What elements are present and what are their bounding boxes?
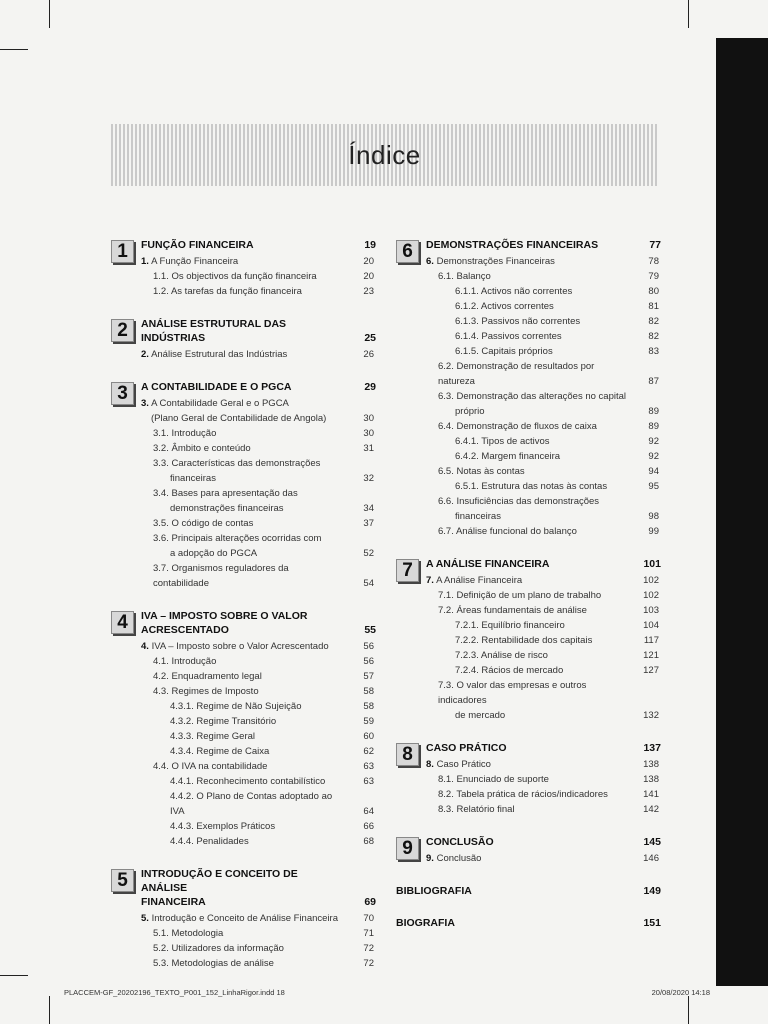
toc-entry <box>141 396 376 426</box>
entry-text: 5.3. Metodologias de análise <box>153 958 274 969</box>
entry-page: 56 <box>363 656 374 667</box>
entry-page: 30 <box>363 428 374 439</box>
toc-entry <box>438 603 661 618</box>
entry-page: 83 <box>648 346 659 357</box>
entry-page: 32 <box>363 473 374 484</box>
entry-text: 4.3. Regimes de Imposto <box>153 686 259 697</box>
entry-text: 3.5. O código de contas <box>153 518 254 529</box>
toc-entry <box>438 772 661 787</box>
entry-page: 82 <box>648 331 659 342</box>
entry-number: 9. <box>426 853 434 864</box>
extra-title: BIBLIOGRAFIA <box>396 885 472 897</box>
toc-entry <box>438 678 661 723</box>
entry-text: 6.1.3. Passivos não correntes <box>455 316 581 327</box>
toc-entry <box>455 434 661 449</box>
entry-number: 6. <box>426 256 434 267</box>
entry-page: 58 <box>363 701 374 712</box>
entry-text: 4.4.1. Reconhecimento contabilístico <box>170 776 326 787</box>
toc-entry <box>170 699 376 714</box>
toc-entry <box>455 633 661 648</box>
entry-text: 1.2. As tarefas da função financeira <box>153 286 302 297</box>
toc-entry <box>153 284 376 299</box>
toc-chapter <box>111 380 376 591</box>
toc-entry <box>170 834 376 849</box>
entry-page: 34 <box>363 503 374 514</box>
entry-text: 6.3. Demonstração das alterações no capital <box>438 391 626 402</box>
toc-entry <box>170 714 376 729</box>
entry-text: 6.1. Balanço <box>438 271 491 282</box>
toc-entry <box>438 419 661 434</box>
entry-page: 30 <box>363 413 374 424</box>
entry-number: 2. <box>141 349 149 360</box>
toc-entry <box>455 479 661 494</box>
entry-page: 72 <box>363 958 374 969</box>
entry-page: 79 <box>648 271 659 282</box>
entry-page: 64 <box>363 806 374 817</box>
entry-text: A Contabilidade Geral e o PGCA <box>151 398 289 409</box>
entry-page: 127 <box>643 665 659 676</box>
toc-chapter <box>111 317 376 362</box>
chapter-title: FUNÇÃO FINANCEIRA <box>141 239 254 251</box>
crop-mark <box>0 49 28 50</box>
chapter-number-badge: 9 <box>396 837 419 860</box>
chapter-number-badge: 5 <box>111 869 134 892</box>
entry-page: 117 <box>643 635 659 646</box>
entry-page: 62 <box>363 746 374 757</box>
chapter-number-badge: 8 <box>396 743 419 766</box>
toc-entry <box>438 787 661 802</box>
entry-text: Demonstrações Financeiras <box>436 256 555 267</box>
toc-left-column <box>111 238 376 971</box>
entry-page: 68 <box>363 836 374 847</box>
chapter-page: 25 <box>364 332 376 344</box>
entry-text: 6.5. Notas às contas <box>438 466 525 477</box>
entry-text: Introdução e Conceito de Análise Financeira <box>151 913 339 924</box>
toc-extra-heading <box>396 884 661 898</box>
entry-number: 3. <box>141 398 149 409</box>
toc-entry <box>153 759 376 774</box>
entry-page: 70 <box>363 913 374 924</box>
entry-text: A Análise Financeira <box>436 575 523 586</box>
entry-page: 60 <box>363 731 374 742</box>
toc-extra-heading <box>396 916 661 930</box>
chapter-heading <box>426 741 661 755</box>
entry-page: 87 <box>648 376 659 387</box>
toc-entry <box>170 744 376 759</box>
toc-entry <box>153 426 376 441</box>
toc-entry <box>153 956 376 971</box>
chapter-title-line2: ACRESCENTADO <box>141 624 229 636</box>
toc-entry <box>153 486 376 516</box>
bleed-bar <box>716 38 768 986</box>
entry-page: 66 <box>363 821 374 832</box>
toc-right-column <box>396 238 661 930</box>
toc-entry <box>426 757 661 772</box>
entry-page: 94 <box>648 466 659 477</box>
entry-text: 6.4. Demonstração de fluxos de caixa <box>438 421 597 432</box>
crop-mark <box>49 0 50 28</box>
entry-text: 7.2.2. Rentabilidade dos capitais <box>455 635 593 646</box>
entry-page: 121 <box>643 650 659 661</box>
entry-text: 3.2. Âmbito e conteúdo <box>153 443 251 454</box>
chapter-number-badge: 1 <box>111 240 134 263</box>
toc-entry <box>438 359 661 389</box>
entry-page: 102 <box>643 575 659 586</box>
toc-entry <box>170 789 376 819</box>
toc-entry <box>153 684 376 699</box>
chapter-heading <box>426 238 661 252</box>
toc-entry <box>170 774 376 789</box>
entry-text: 7.2.3. Análise de risco <box>455 650 548 661</box>
entry-page: 78 <box>648 256 659 267</box>
chapter-page: 101 <box>643 558 661 570</box>
entry-text: 4.4.4. Penalidades <box>170 836 249 847</box>
entry-text: 8.2. Tabela prática de rácios/indicadores <box>438 789 608 800</box>
entry-text: 6.5.1. Estrutura das notas às contas <box>455 481 608 492</box>
entry-text: 4.3.4. Regime de Caixa <box>170 746 270 757</box>
entry-page: 57 <box>363 671 374 682</box>
entry-text: 6.1.2. Activos correntes <box>455 301 554 312</box>
chapter-heading <box>426 557 661 571</box>
entry-page: 80 <box>648 286 659 297</box>
entry-text-cont: (Plano Geral de Contabilidade de Angola) <box>151 413 327 424</box>
entry-text: 7.2.1. Equilíbrio financeiro <box>455 620 565 631</box>
entry-text: 6.7. Análise funcional do balanço <box>438 526 577 537</box>
entry-text: 7.2. Áreas fundamentais de análise <box>438 605 587 616</box>
chapter-title: A CONTABILIDADE E O PGCA <box>141 381 292 393</box>
toc-entry <box>426 573 661 588</box>
entry-text: 6.2. Demonstração de resultados por natureza <box>438 361 595 387</box>
toc-entry <box>153 456 376 486</box>
chapter-number-badge: 3 <box>111 382 134 405</box>
entry-text: 7.2.4. Rácios de mercado <box>455 665 564 676</box>
extra-page: 149 <box>643 885 661 897</box>
toc-entry <box>455 618 661 633</box>
toc-entry <box>438 588 661 603</box>
entry-page: 138 <box>643 774 659 785</box>
toc-entry <box>153 941 376 956</box>
entry-page: 63 <box>363 776 374 787</box>
chapter-title: ANÁLISE ESTRUTURAL DAS INDÚSTRIAS <box>141 318 287 344</box>
entry-page: 141 <box>643 789 659 800</box>
chapter-page: 55 <box>364 624 376 636</box>
chapter-title: CONCLUSÃO <box>426 836 494 848</box>
toc-chapter <box>396 835 661 866</box>
chapter-title: DEMONSTRAÇÕES FINANCEIRAS <box>426 239 599 251</box>
toc-chapter <box>111 609 376 849</box>
entry-text: 3.6. Principais alterações ocorridas com <box>153 533 322 544</box>
entry-page: 58 <box>363 686 374 697</box>
entry-text: Caso Prático <box>436 759 491 770</box>
chapter-page: 145 <box>643 836 661 848</box>
entry-page: 56 <box>363 641 374 652</box>
toc-chapter <box>396 557 661 723</box>
toc-entry <box>141 911 376 926</box>
entry-text-cont: financeiras <box>170 473 216 484</box>
entry-text: 4.4.3. Exemplos Práticos <box>170 821 276 832</box>
entry-text: IVA – Imposto sobre o Valor Acrescentado <box>151 641 329 652</box>
chapter-heading <box>426 835 661 849</box>
chapter-title: INTRODUÇÃO E CONCEITO DE ANÁLISE <box>141 868 298 894</box>
toc-chapter <box>111 867 376 971</box>
entry-number: 7. <box>426 575 434 586</box>
entry-page: 82 <box>648 316 659 327</box>
entry-page: 20 <box>363 256 374 267</box>
chapter-heading <box>141 317 376 345</box>
toc-entry <box>438 269 661 284</box>
chapter-number-badge: 6 <box>396 240 419 263</box>
toc-entry <box>153 926 376 941</box>
entry-text: 6.4.2. Margem financeira <box>455 451 561 462</box>
entry-number: 8. <box>426 759 434 770</box>
toc-entry <box>426 254 661 269</box>
toc-entry <box>438 802 661 817</box>
entry-text: 3.1. Introdução <box>153 428 217 439</box>
entry-text: Análise Estrutural das Indústrias <box>151 349 288 360</box>
chapter-heading <box>141 380 376 394</box>
entry-text: 6.4.1. Tipos de activos <box>455 436 550 447</box>
chapter-number-badge: 2 <box>111 319 134 342</box>
toc-chapter <box>396 741 661 817</box>
entry-text: 6.1.1. Activos não correntes <box>455 286 573 297</box>
entry-number: 4. <box>141 641 149 652</box>
entry-text: 4.3.2. Regime Transitório <box>170 716 277 727</box>
page-title: Índice <box>348 140 421 170</box>
toc-entry <box>153 531 376 561</box>
toc-entry <box>455 284 661 299</box>
toc-entry <box>455 329 661 344</box>
title-band <box>111 124 658 186</box>
toc-entry <box>438 389 661 419</box>
entry-page: 54 <box>363 578 374 589</box>
entry-text: 3.3. Características das demonstrações <box>153 458 321 469</box>
entry-text: 6.1.5. Capitais próprios <box>455 346 553 357</box>
entry-page: 72 <box>363 943 374 954</box>
entry-text: 4.1. Introdução <box>153 656 217 667</box>
entry-text-cont: a adopção do PGCA <box>170 548 258 559</box>
entry-text: 4.3.1. Regime de Não Sujeição <box>170 701 302 712</box>
entry-text: 8.3. Relatório final <box>438 804 515 815</box>
entry-text: 4.2. Enquadramento legal <box>153 671 262 682</box>
entry-page: 98 <box>648 511 659 522</box>
toc-entry <box>153 669 376 684</box>
toc-entry <box>438 494 661 524</box>
entry-page: 26 <box>363 349 374 360</box>
entry-page: 146 <box>643 853 659 864</box>
entry-text: 4.4. O IVA na contabilidade <box>153 761 268 772</box>
toc-entry <box>455 648 661 663</box>
entry-page: 37 <box>363 518 374 529</box>
toc-entry <box>455 449 661 464</box>
entry-text: 1.1. Os objectivos da função financeira <box>153 271 317 282</box>
entry-page: 71 <box>363 928 374 939</box>
entry-text: 6.6. Insuficiências das demonstrações <box>438 496 600 507</box>
crop-mark <box>49 996 50 1024</box>
toc-entry <box>153 561 376 591</box>
toc-entry <box>153 654 376 669</box>
chapter-page: 69 <box>364 896 376 908</box>
entry-text: Conclusão <box>436 853 482 864</box>
chapter-page: 77 <box>649 239 661 251</box>
entry-text: 5.1. Metodologia <box>153 928 224 939</box>
entry-page: 102 <box>643 590 659 601</box>
chapter-number-badge: 4 <box>111 611 134 634</box>
entry-page: 104 <box>643 620 659 631</box>
entry-text: 8.1. Enunciado de suporte <box>438 774 549 785</box>
crop-mark <box>0 975 28 976</box>
entry-number: 1. <box>141 256 149 267</box>
chapter-heading <box>141 867 376 909</box>
entry-page: 92 <box>648 436 659 447</box>
entry-page: 92 <box>648 451 659 462</box>
toc-entry <box>141 639 376 654</box>
entry-text: 7.1. Definição de um plano de trabalho <box>438 590 602 601</box>
extra-page: 151 <box>643 917 661 929</box>
chapter-title: IVA – IMPOSTO SOBRE O VALOR <box>141 610 308 622</box>
entry-page: 63 <box>363 761 374 772</box>
entry-page: 52 <box>363 548 374 559</box>
entry-page: 89 <box>648 421 659 432</box>
toc-entry <box>153 516 376 531</box>
chapter-title: A ANÁLISE FINANCEIRA <box>426 558 550 570</box>
entry-text: 7.3. O valor das empresas e outros indicadores <box>438 680 587 706</box>
toc-entry <box>170 729 376 744</box>
entry-text-cont: de mercado <box>455 710 506 721</box>
toc-entry <box>455 314 661 329</box>
entry-text: A Função Financeira <box>151 256 239 267</box>
crop-mark <box>688 0 689 28</box>
toc-entry <box>141 347 376 362</box>
toc-entry <box>455 344 661 359</box>
footer-file: PLACCEM-GF_20202196_TEXTO_P001_152_LinhaRigor.indd 18 <box>64 988 285 997</box>
entry-text: 4.4.2. O Plano de Contas adoptado ao IVA <box>170 791 333 817</box>
chapter-heading <box>141 609 376 637</box>
entry-page: 142 <box>643 804 659 815</box>
toc-entry <box>455 299 661 314</box>
toc-entry <box>455 663 661 678</box>
toc-chapter <box>396 238 661 539</box>
entry-text: 6.1.4. Passivos correntes <box>455 331 562 342</box>
chapter-page: 137 <box>643 742 661 754</box>
entry-text-cont: financeiras <box>455 511 501 522</box>
entry-page: 89 <box>648 406 659 417</box>
toc-entry <box>438 464 661 479</box>
entry-page: 59 <box>363 716 374 727</box>
toc-entry <box>170 819 376 834</box>
toc-entry <box>153 269 376 284</box>
entry-text: 5.2. Utilizadores da informação <box>153 943 284 954</box>
extra-title: BIOGRAFIA <box>396 917 455 929</box>
entry-text: 3.7. Organismos reguladores da contabilidade <box>153 563 289 589</box>
entry-page: 23 <box>363 286 374 297</box>
crop-mark <box>688 996 689 1024</box>
chapter-title: CASO PRÁTICO <box>426 742 507 754</box>
toc-chapter <box>111 238 376 299</box>
toc-entry <box>426 851 661 866</box>
chapter-number-badge: 7 <box>396 559 419 582</box>
entry-page: 99 <box>648 526 659 537</box>
entry-page: 95 <box>648 481 659 492</box>
entry-text-cont: demonstrações financeiras <box>170 503 284 514</box>
entry-number: 5. <box>141 913 149 924</box>
chapter-heading <box>141 238 376 252</box>
toc-entry <box>141 254 376 269</box>
entry-page: 132 <box>643 710 659 721</box>
entry-page: 20 <box>363 271 374 282</box>
entry-page: 103 <box>643 605 659 616</box>
entry-text: 4.3.3. Regime Geral <box>170 731 256 742</box>
entry-page: 81 <box>648 301 659 312</box>
footer-date: 20/08/2020 14:18 <box>651 988 710 997</box>
entry-page: 31 <box>363 443 374 454</box>
entry-text: 3.4. Bases para apresentação das <box>153 488 298 499</box>
toc-entry <box>153 441 376 456</box>
toc-entry <box>438 524 661 539</box>
entry-page: 138 <box>643 759 659 770</box>
entry-text-cont: próprio <box>455 406 485 417</box>
chapter-page: 29 <box>364 381 376 393</box>
chapter-page: 19 <box>364 239 376 251</box>
chapter-title-line2: FINANCEIRA <box>141 896 206 908</box>
